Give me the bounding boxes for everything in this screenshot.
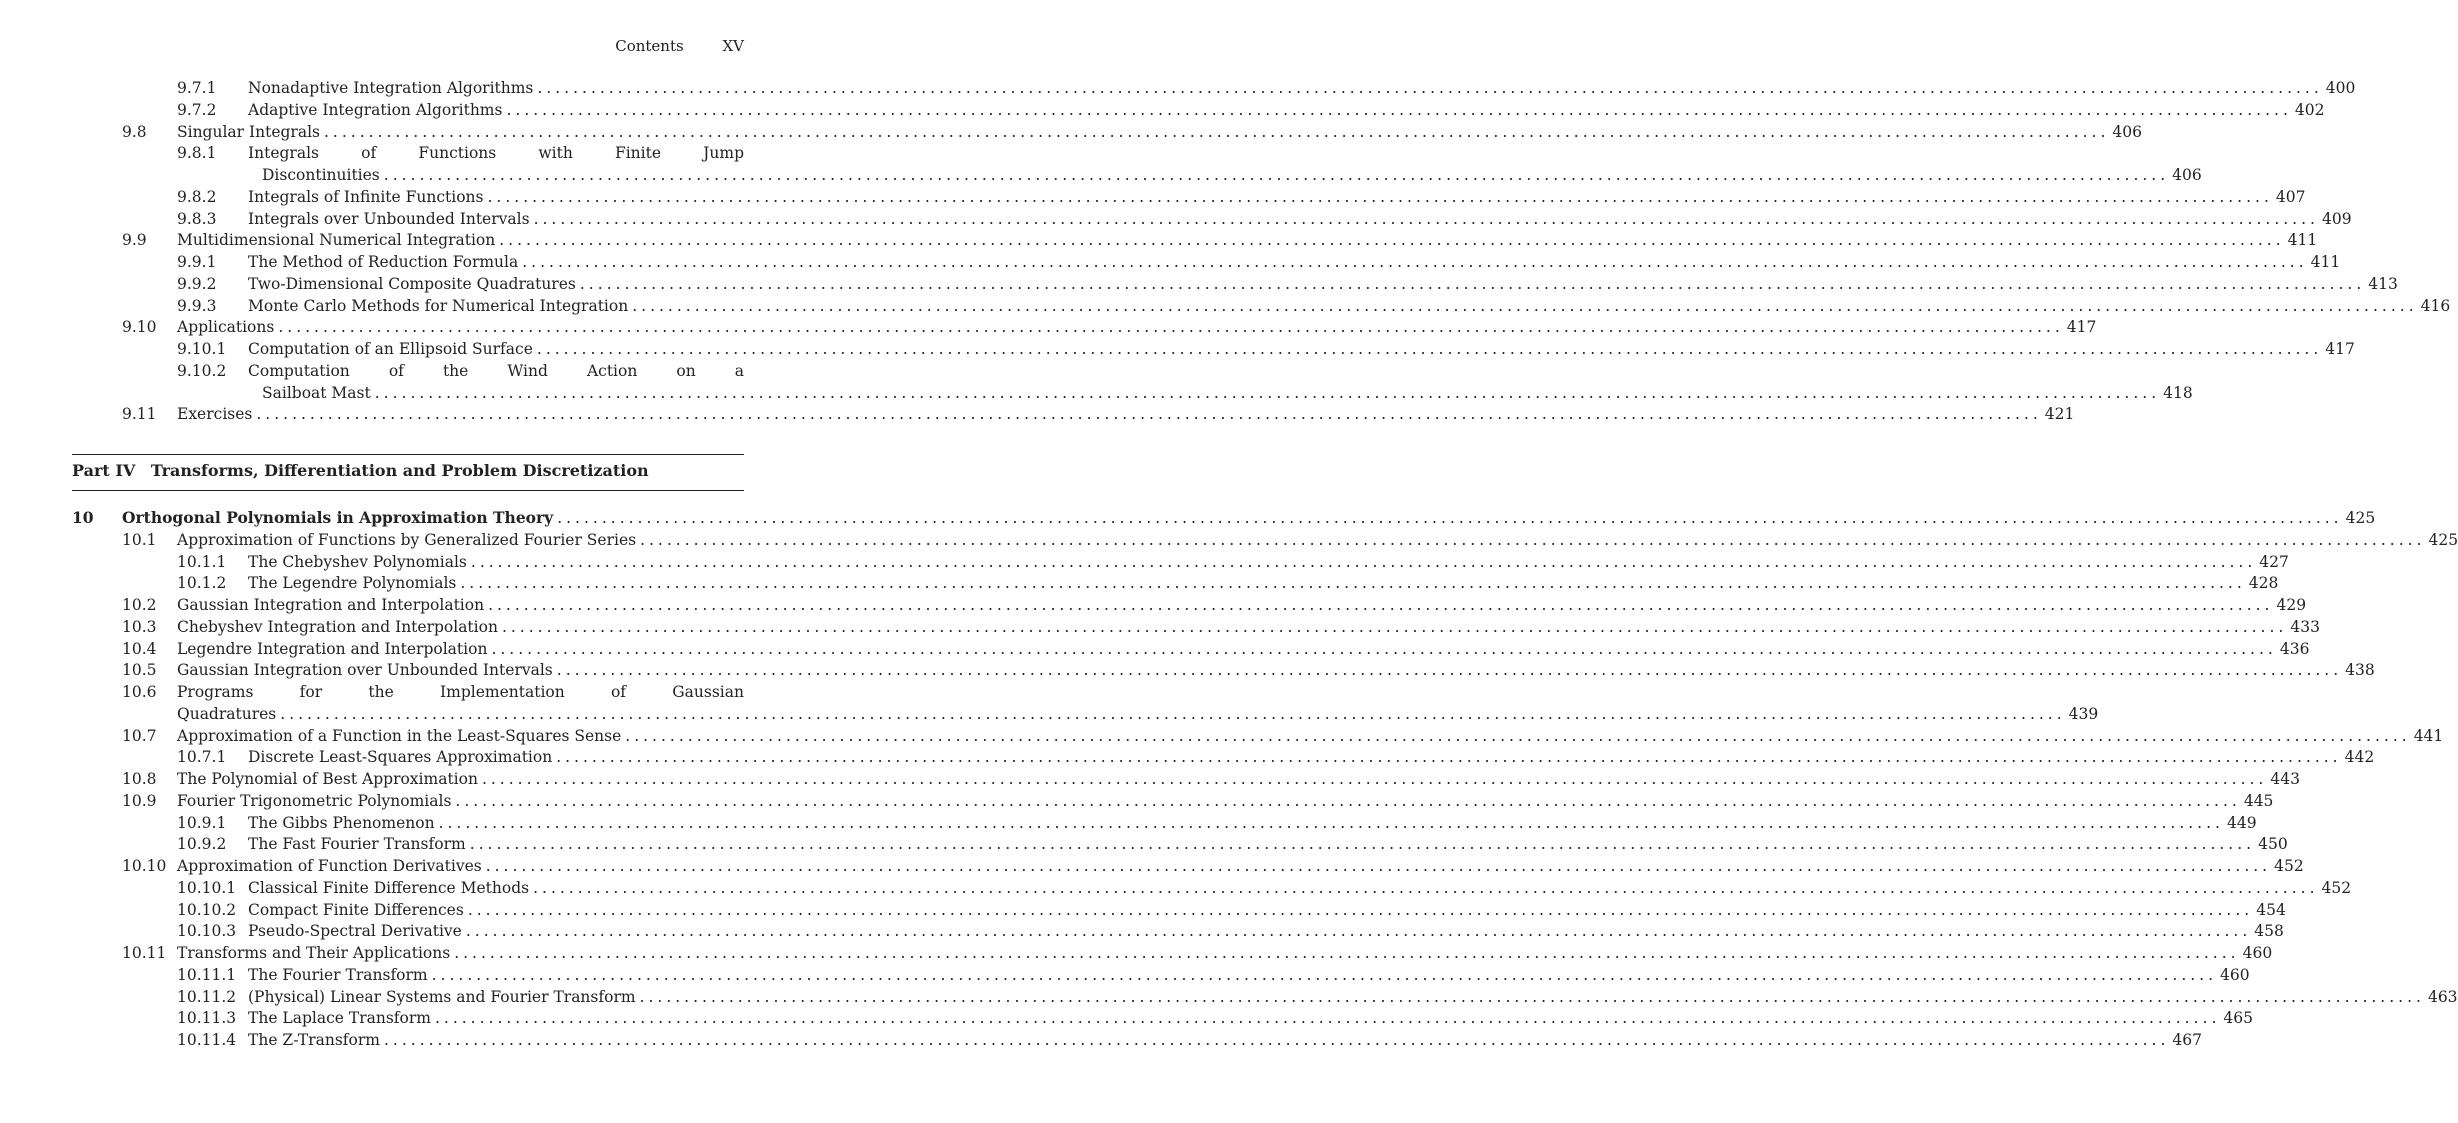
toc-entry[interactable] <box>122 529 2458 551</box>
toc-entry-page-number: 452 <box>2274 857 2304 875</box>
toc-entry[interactable] <box>122 229 2318 251</box>
toc-entry-title: Singular Integrals <box>177 122 320 141</box>
toc-entry-number: 9.9.2 <box>177 274 217 293</box>
toc-entry-page-number: 417 <box>2325 340 2355 358</box>
toc-leader-dots: ........................................................................................................................................................................................................ <box>522 253 2308 271</box>
toc-leader-dots: ........................................................................................................................................................................................................ <box>467 900 2254 919</box>
toc-entry-page-number: 425 <box>2428 530 2458 549</box>
toc-entry-title: Integrals over Unbounded Intervals <box>248 209 530 228</box>
toc-entry[interactable] <box>122 594 2307 616</box>
toc-entry-number: 9.7.1 <box>177 79 217 97</box>
toc-entry-continuation[interactable] <box>177 382 2193 404</box>
toc-entry-number: 10.10.1 <box>177 878 237 897</box>
toc-entry-number: 10.10.3 <box>177 922 237 941</box>
toc-entry-page-number: 443 <box>2270 770 2300 788</box>
toc-entry-page-number: 416 <box>2420 296 2451 315</box>
toc-entry-page-number: 449 <box>2226 813 2257 832</box>
toc-entry-title: Fourier Trigonometric Polynomials <box>177 791 452 810</box>
toc-entry[interactable] <box>177 208 2352 230</box>
toc-leader-dots: ........................................................................................................................................................................................................ <box>632 296 2418 315</box>
toc-entry-page-number: 450 <box>2258 835 2288 854</box>
toc-entry-number: 10.9.1 <box>177 813 227 832</box>
toc-entry-title: Approximation of Function Derivatives <box>177 857 482 875</box>
toc-entry-title: Monte Carlo Methods for Numerical Integration <box>248 296 629 315</box>
toc-entry[interactable] <box>177 338 2355 360</box>
toc-entry-page-number: 413 <box>2368 274 2398 293</box>
toc-entry[interactable] <box>177 99 2325 121</box>
toc-entry-page-number: 452 <box>2321 878 2352 897</box>
toc-entry-title: The Fourier Transform <box>248 965 428 984</box>
toc-entry[interactable] <box>177 899 2286 921</box>
toc-entry-title: Gaussian Integration over Unbounded Intervals <box>177 661 553 680</box>
toc-entry-page-number: 460 <box>2242 944 2273 962</box>
toc-entry-number: 10.11.4 <box>177 1031 237 1049</box>
toc-entry-title: (Physical) Linear Systems and Fourier Transform <box>248 987 636 1006</box>
toc-leader-dots: ........................................................................................................................................................................................................ <box>557 509 2343 527</box>
toc-entry-page-number: 411 <box>2310 253 2341 271</box>
toc-entry-number: 10.11.2 <box>177 987 237 1006</box>
toc-entry-number: 10.11 <box>122 944 167 962</box>
toc-leader-dots: ........................................................................................................................................................................................................ <box>536 340 2323 358</box>
toc-entry[interactable] <box>122 659 2375 681</box>
toc-entry-page-number: 429 <box>2276 596 2307 614</box>
toc-entry-number: 10.10 <box>122 857 167 875</box>
toc-entry-number: 9.8.1 <box>177 144 217 163</box>
toc-entry-title: Programs for the Implementation of Gaussian <box>177 683 744 701</box>
toc-entry-number: 10.9.2 <box>177 835 227 854</box>
toc-entry-page-number: 400 <box>2325 79 2356 97</box>
toc-leader-dots: ........................................................................................................................................................................................................ <box>383 166 2170 184</box>
toc-entry-number: 9.11 <box>122 405 157 424</box>
toc-leader-dots: ........................................................................................................................................................................................................ <box>499 231 2285 250</box>
toc-leader-dots: ........................................................................................................................................................................................................ <box>256 405 2042 424</box>
toc-entry-title: Multidimensional Numerical Integration <box>177 231 496 250</box>
toc-entry[interactable] <box>177 551 2289 573</box>
toc-entry-title: The Gibbs Phenomenon <box>248 813 435 832</box>
toc-entry-page-number: 425 <box>2345 509 2376 527</box>
toc-entry-page-number: 438 <box>2345 661 2375 680</box>
toc-entry-title: Chebyshev Integration and Interpolation <box>177 617 498 636</box>
toc-entry-title: Orthogonal Polynomials in Approximation Theory <box>122 508 554 527</box>
toc-entry-title: Integrals of Infinite Functions <box>248 187 484 206</box>
toc-entry-number: 9.10.1 <box>177 340 227 358</box>
toc-entry[interactable] <box>122 316 2097 338</box>
toc-entry-page-number: 441 <box>2413 726 2444 745</box>
toc-entry-title: Adaptive Integration Algorithms <box>248 100 503 119</box>
toc-entry-title: Approximation of a Function in the Least-Squares Sense <box>177 726 622 745</box>
toc-entry-title: Nonadaptive Integration Algorithms <box>248 79 534 97</box>
toc-entry[interactable] <box>122 638 2310 660</box>
part-rule-top <box>72 454 744 455</box>
toc-leader-dots: ........................................................................................................................................................................................................ <box>460 574 2246 593</box>
toc-leader-dots: ........................................................................................................................................................................................................ <box>465 922 2252 941</box>
running-head-page-number: XV <box>722 37 744 55</box>
toc-entry-page-number: 436 <box>2279 639 2310 658</box>
toc-entry[interactable] <box>177 833 2288 855</box>
toc-entry-page-number: 445 <box>2243 791 2274 810</box>
toc-entry[interactable] <box>122 790 2274 812</box>
toc-entry-number: 10.6 <box>122 683 157 701</box>
toc-entry-number: 9.7.2 <box>177 100 217 119</box>
toc-entry[interactable] <box>177 986 2458 1008</box>
toc-leader-dots: ........................................................................................................................................................................................................ <box>485 857 2272 875</box>
toc-entry-title: The Chebyshev Polynomials <box>248 552 467 571</box>
toc-entry[interactable] <box>177 186 2306 208</box>
toc-entry-page-number: 467 <box>2172 1031 2202 1049</box>
toc-leader-dots: ........................................................................................................................................................................................................ <box>438 813 2224 832</box>
toc-entry[interactable] <box>122 121 2142 143</box>
toc-leader-dots: ........................................................................................................................................................................................................ <box>374 383 2161 402</box>
toc-leader-dots: ........................................................................................................................................................................................................ <box>278 318 2064 337</box>
toc-entry-number: 10.4 <box>122 639 157 658</box>
toc-entry[interactable] <box>177 746 2375 768</box>
toc-leader-dots: ........................................................................................................................................................................................................ <box>501 617 2288 636</box>
toc-leader-dots: ........................................................................................................................................................................................................ <box>481 770 2268 788</box>
toc-entry[interactable] <box>177 877 2352 899</box>
toc-entry-title: The Z-Transform <box>248 1031 380 1049</box>
toc-entry-number: 9.9 <box>122 231 147 250</box>
toc-entry[interactable] <box>177 295 2451 317</box>
toc-entry-page-number: 428 <box>2248 574 2279 593</box>
toc-entry-page-number: 439 <box>2068 704 2099 723</box>
toc-entry[interactable] <box>177 920 2284 942</box>
toc-entry-number: 10.11.1 <box>177 965 237 984</box>
toc-entry-number: 9.8 <box>122 122 147 141</box>
toc-entry-page-number: 402 <box>2294 100 2325 119</box>
toc-entry[interactable] <box>177 964 2250 986</box>
toc-entry-number: 10.10.2 <box>177 900 237 919</box>
toc-entry-continuation[interactable] <box>177 164 2202 186</box>
toc-entry-title: Sailboat Mast <box>262 383 371 402</box>
toc-leader-dots: ........................................................................................................................................................................................................ <box>491 639 2277 658</box>
running-head <box>615 37 744 55</box>
toc-entry-title: The Legendre Polynomials <box>248 574 457 593</box>
toc-entry-number: 9.9.3 <box>177 296 217 315</box>
toc-entry-page-number: 409 <box>2321 209 2352 228</box>
toc-entry[interactable] <box>122 942 2273 964</box>
toc-entry[interactable] <box>122 616 2320 638</box>
toc-entry-title: The Fast Fourier Transform <box>248 835 466 854</box>
toc-entry-number: 10.11.3 <box>177 1009 237 1028</box>
toc-entry-title: The Laplace Transform <box>248 1009 431 1028</box>
toc-entry-title: Computation of an Ellipsoid Surface <box>248 340 533 358</box>
toc-entry-page-number: 418 <box>2163 383 2193 402</box>
part-rule-bottom <box>72 490 744 491</box>
toc-leader-dots: ........................................................................................................................................................................................................ <box>639 987 2425 1006</box>
toc-leader-dots: ........................................................................................................................................................................................................ <box>533 209 2319 228</box>
toc-entry-page-number: 406 <box>2112 122 2142 141</box>
toc-leader-dots: ........................................................................................................................................................................................................ <box>470 552 2257 571</box>
toc-leader-dots: ........................................................................................................................................................................................................ <box>280 704 2066 723</box>
toc-entry-page-number: 460 <box>2220 965 2250 984</box>
toc-entry-page-number: 406 <box>2172 166 2202 184</box>
toc-entry-title: Quadratures <box>177 704 277 723</box>
toc-entry-number: 10.1.2 <box>177 574 227 593</box>
toc-entry[interactable] <box>122 681 744 703</box>
toc-entry-title: Discontinuities <box>262 166 380 184</box>
toc-entry[interactable] <box>122 403 2075 425</box>
toc-entry-number: 10.2 <box>122 596 157 614</box>
toc-entry-title: The Polynomial of Best Approximation <box>177 770 478 788</box>
toc-leader-dots: ........................................................................................................................................................................................................ <box>556 748 2342 767</box>
toc-leader-dots: ........................................................................................................................................................................................................ <box>431 965 2218 984</box>
toc-entry-title: Two-Dimensional Composite Quadratures <box>248 274 576 293</box>
toc-leader-dots: ........................................................................................................................................................................................................ <box>640 530 2426 549</box>
toc-entry-number: 10.8 <box>122 770 157 788</box>
toc-entry-page-number: 421 <box>2044 405 2075 424</box>
toc-entry[interactable] <box>177 1029 2202 1051</box>
toc-leader-dots: ........................................................................................................................................................................................................ <box>487 187 2273 206</box>
toc-entry[interactable] <box>177 360 744 382</box>
toc-entry-page-number: 427 <box>2259 552 2289 571</box>
toc-entry[interactable] <box>122 768 2300 790</box>
toc-entry-page-number: 458 <box>2254 922 2284 941</box>
toc-leader-dots: ........................................................................................................................................................................................................ <box>579 274 2366 293</box>
toc-entry-title: Integrals of Functions with Finite Jump <box>248 144 744 163</box>
toc-entry-number: 10.3 <box>122 617 157 636</box>
toc-entry[interactable] <box>177 812 2257 834</box>
toc-entry-number: 10.1.1 <box>177 552 227 571</box>
toc-entry[interactable] <box>177 77 2356 99</box>
toc-entry-title: The Method of Reduction Formula <box>248 253 519 271</box>
toc-entry-number: 9.10 <box>122 318 157 337</box>
toc-leader-dots: ........................................................................................................................................................................................................ <box>469 835 2256 854</box>
toc-leader-dots: ........................................................................................................................................................................................................ <box>454 944 2240 962</box>
toc-leader-dots: ........................................................................................................................................................................................................ <box>506 100 2292 119</box>
toc-entry-page-number: 463 <box>2427 987 2458 1006</box>
toc-entry-page-number: 417 <box>2066 318 2097 337</box>
toc-entry-page-number: 465 <box>2223 1009 2253 1028</box>
toc-entry-number: 10.7 <box>122 726 157 745</box>
toc-entry[interactable] <box>177 1007 2253 1029</box>
toc-entry-title: Classical Finite Difference Methods <box>248 878 530 897</box>
toc-entry[interactable] <box>122 725 2444 747</box>
toc-leader-dots: ........................................................................................................................................................................................................ <box>625 726 2411 745</box>
toc-entry-title: Pseudo-Spectral Derivative <box>248 922 462 941</box>
toc-entry-title: Exercises <box>177 405 253 424</box>
toc-leader-dots: ........................................................................................................................................................................................................ <box>533 878 2319 897</box>
toc-leader-dots: ........................................................................................................................................................................................................ <box>556 661 2343 680</box>
toc-leader-dots: ........................................................................................................................................................................................................ <box>324 122 2110 141</box>
toc-entry-page-number: 442 <box>2344 748 2375 767</box>
toc-entry-page-number: 454 <box>2256 900 2286 919</box>
toc-entry-number: 10.7.1 <box>177 748 227 767</box>
toc-entry-number: 9.9.1 <box>177 253 217 271</box>
toc-leader-dots: ........................................................................................................................................................................................................ <box>434 1009 2221 1028</box>
toc-entry-page-number: 411 <box>2287 231 2318 250</box>
toc-entry-number: 10 <box>72 508 94 527</box>
toc-entry-title: Applications <box>177 318 275 337</box>
toc-entry-number: 10.5 <box>122 661 157 680</box>
part-title: Transforms, Differentiation and Problem Discretization <box>150 461 649 480</box>
toc-entry-title: Legendre Integration and Interpolation <box>177 639 488 658</box>
part-heading <box>72 460 649 482</box>
toc-entry-number: 10.1 <box>122 530 157 549</box>
toc-entry-page-number: 407 <box>2275 187 2306 206</box>
toc-leader-dots: ........................................................................................................................................................................................................ <box>537 79 2323 97</box>
toc-entry-title: Transforms and Their Applications <box>177 944 451 962</box>
toc-entry-title: Discrete Least-Squares Approximation <box>248 748 553 767</box>
part-label: Part IV <box>72 461 136 480</box>
toc-entry-number: 9.8.2 <box>177 187 217 206</box>
toc-chapter-entry[interactable] <box>72 507 2376 529</box>
toc-entry-title: Approximation of Functions by Generalized Fourier Series <box>177 530 637 549</box>
toc-entry-number: 9.10.2 <box>177 361 227 380</box>
toc-leader-dots: ........................................................................................................................................................................................................ <box>488 596 2274 614</box>
toc-entry[interactable] <box>177 572 2279 594</box>
toc-entry-continuation[interactable] <box>122 703 2099 725</box>
toc-entry-title: Computation of the Wind Action on a <box>248 361 744 380</box>
toc-entry-page-number: 433 <box>2290 617 2320 636</box>
toc-entry-number: 10.9 <box>122 791 157 810</box>
toc-entry[interactable] <box>177 273 2398 295</box>
toc-leader-dots: ........................................................................................................................................................................................................ <box>455 791 2241 810</box>
toc-entry[interactable] <box>122 855 2304 877</box>
toc-leader-dots: ........................................................................................................................................................................................................ <box>383 1031 2170 1049</box>
toc-entry-number: 9.8.3 <box>177 209 217 228</box>
toc-entry[interactable] <box>177 142 744 164</box>
running-head-section: Contents <box>615 37 684 55</box>
toc-entry[interactable] <box>177 251 2341 273</box>
toc-entry-title: Compact Finite Differences <box>248 900 464 919</box>
toc-entry-title: Gaussian Integration and Interpolation <box>177 596 485 614</box>
